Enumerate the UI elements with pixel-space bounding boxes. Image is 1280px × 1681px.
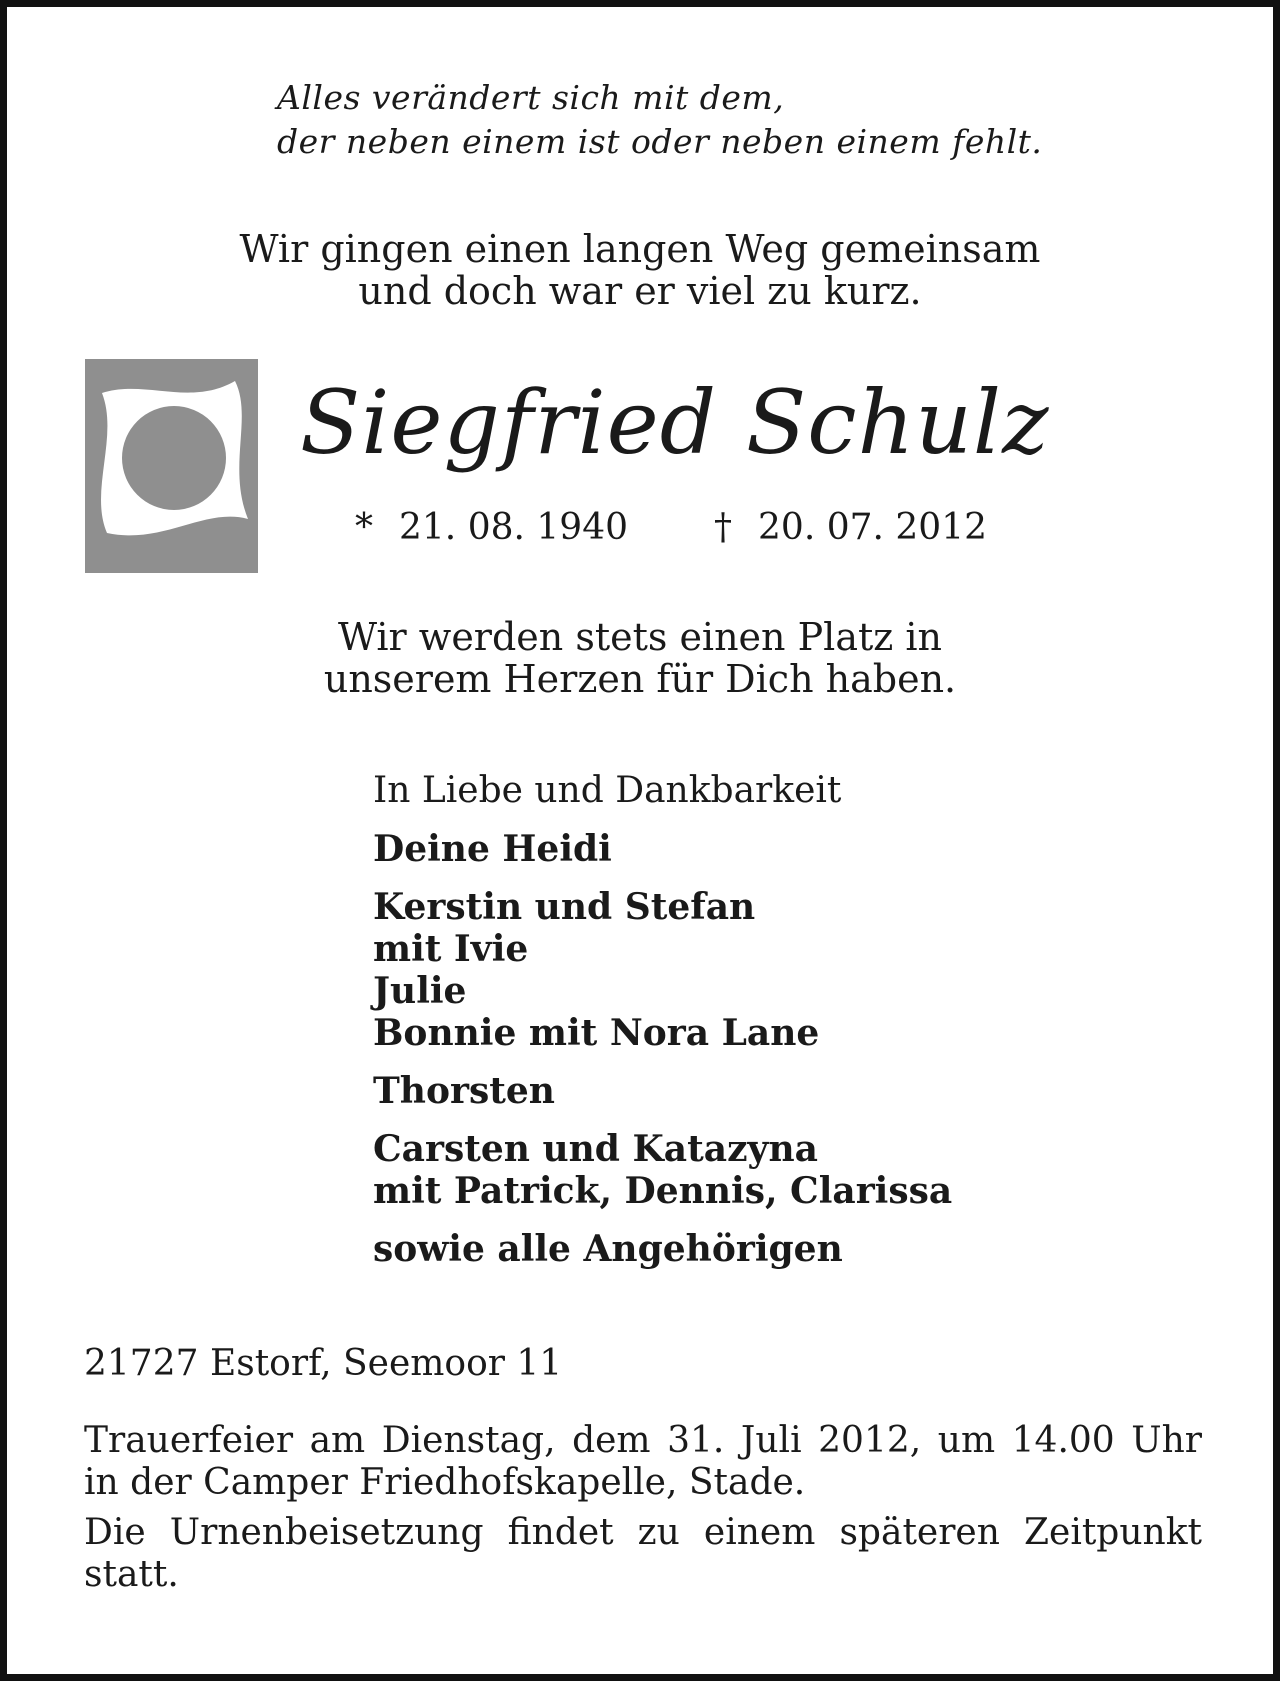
mourners-block: [373, 770, 952, 1286]
mourner-name: Julie: [373, 970, 467, 1012]
mourner-name: Deine Heidi: [373, 828, 612, 870]
mourner-name: Kerstin und Stefan: [373, 886, 756, 928]
mourner-name: mit Patrick, Dennis, Clarissa: [373, 1170, 953, 1212]
lead-text: [0, 228, 1280, 312]
mourner-name: mit Ivie: [373, 928, 529, 970]
urn-burial-info: Die Urnenbeisetzung findet zu einem späteren Zeitpunkt statt.: [84, 1512, 1202, 1595]
mourner-group: [373, 1228, 952, 1270]
mourners-intro: In Liebe und Dankbarkeit: [373, 770, 842, 811]
funeral-service-info: Trauerfeier am Dienstag, dem 31. Juli 2012, um 14.00 Uhr in der Camper Friedhofskapelle, Stade.: [84, 1420, 1202, 1503]
birth-symbol: *: [355, 507, 373, 548]
motto-line-1: Alles verändert sich mit dem,: [277, 78, 785, 117]
mourner-name: Thorsten: [373, 1070, 555, 1112]
death-date: 20. 07. 2012: [758, 507, 988, 548]
lead-line-2: und doch war er viel zu kurz.: [358, 269, 922, 313]
remembrance-text: [0, 616, 1280, 700]
mourning-emblem-icon: [85, 359, 258, 573]
remembrance-line-1: Wir werden stets einen Platz in: [338, 615, 942, 659]
mourner-name: Bonnie mit Nora Lane: [373, 1012, 820, 1054]
remembrance-line-2: unserem Herzen für Dich haben.: [323, 657, 957, 701]
deceased-name: Siegfried Schulz: [300, 371, 1050, 474]
emblem-circle: [122, 406, 226, 510]
mourner-group: [373, 1128, 952, 1212]
motto-line-2: der neben einem ist oder neben einem fehlt.: [277, 122, 1043, 161]
mourner-group: [373, 828, 952, 870]
mourner-group: [373, 886, 952, 1054]
birth-date: 21. 08. 1940: [399, 507, 629, 548]
mourner-name: sowie alle Angehörigen: [373, 1228, 843, 1270]
address: 21727 Estorf, Seemoor 11: [84, 1343, 563, 1384]
death-symbol: †: [714, 507, 733, 548]
mourner-group: [373, 1070, 952, 1112]
motto-quote: [277, 76, 1042, 164]
life-dates: [355, 506, 987, 550]
mourner-name: Carsten und Katazyna: [373, 1128, 818, 1170]
lead-line-1: Wir gingen einen langen Weg gemeinsam: [239, 227, 1041, 271]
